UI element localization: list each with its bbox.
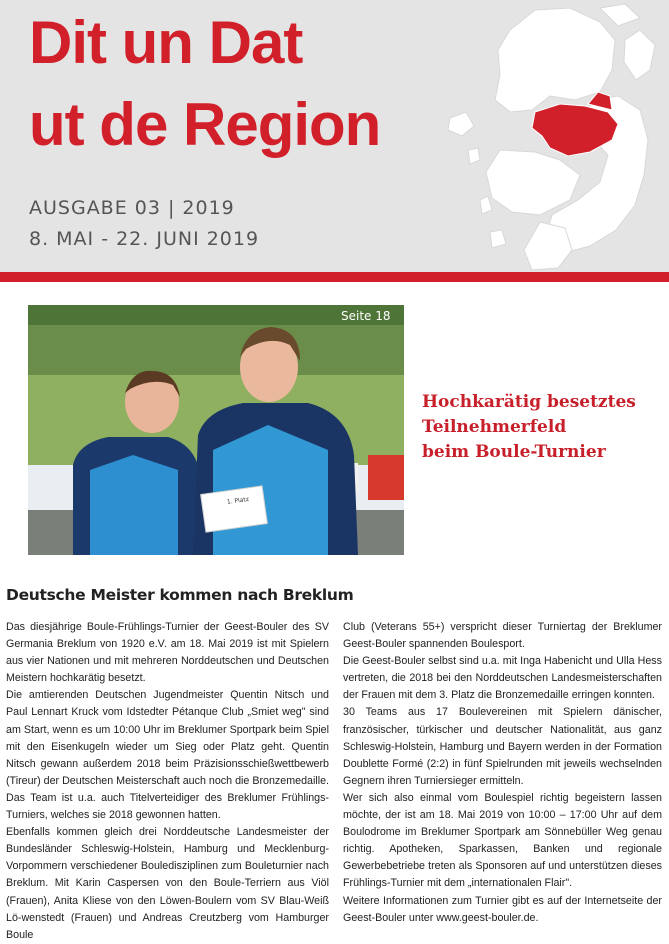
teaser-line-3: beim Boule-Turnier xyxy=(422,442,606,462)
paragraph: Club (Veterans 55+) verspricht dieser Turniertag der Breklumer Geest-Bouler spannenden Boulesport. xyxy=(343,621,662,651)
masthead-title-line1: Dit un Dat xyxy=(29,9,303,76)
article-photo xyxy=(28,305,404,555)
region-map-icon xyxy=(440,0,669,272)
issue-dates: 8. MAI - 22. JUNI 2019 xyxy=(29,228,260,250)
header-divider xyxy=(0,272,669,282)
article-column-1 xyxy=(6,619,329,944)
masthead xyxy=(0,0,669,272)
paragraph: Wer sich also einmal vom Boulespiel richtig begeistern lassen möchte, der ist am 18. Mai 2019 von 10:00 – 17:00 Uhr auf dem Boulodrome im Breklumer Sportpark am Sönnebüller Weg genau richtig. Apotheken, Sparkassen, Banken und regionale Gewerbebetriebe treten als Sponsoren auf und unterstützen dieses Frühlings-Turnier mit dem „internationalen Flair". xyxy=(343,791,662,890)
article-title: Deutsche Meister kommen nach Breklum xyxy=(6,586,354,604)
teaser-line-1: Hochkarätig besetztes xyxy=(422,392,636,412)
issue-number: AUSGABE 03 | 2019 xyxy=(29,197,235,219)
masthead-title-line2: ut de Region xyxy=(29,91,381,158)
paragraph: Die Geest-Bouler selbst sind u.a. mit Inga Habenicht und Ulla Hess vertreten, die 2018 bei den Norddeutschen Landesmeisterschaften der Frauen mit dem 3. Platz die Bronzemedaille erringen konnten. xyxy=(343,655,662,702)
page-reference: Seite 18 xyxy=(341,309,391,323)
paragraph: Die amtierenden Deutschen Jugendmeister Quentin Nitsch und Paul Lennart Kruck vom Idstedter Pétanque Club „Smiet weg" sind am Start, wenn es um 10:00 Uhr im Breklumer Sportpark beim Spiel mit den Eisenkugeln wieder um Sieg oder Platz geht. Quentin Nitsch gewann außerdem 2018 beim Präzisionsschießwettbewerb (Tireur) der Deutschen Meisterschaft auch noch die Bronzemedaille. Das Team ist u.a. auch Titelverteidiger des Breklumer Frühlings-Turniers, welches sie 2018 gewonnen hatten. xyxy=(6,689,329,822)
photo-illustration xyxy=(28,305,404,555)
teaser-headline xyxy=(422,390,636,465)
teaser-line-2: Teilnehmerfeld xyxy=(422,417,567,437)
article-column-2 xyxy=(343,619,662,927)
award-card-text: 1. Platz xyxy=(226,495,250,506)
paragraph: Ebenfalls kommen gleich drei Norddeutsche Landesmeister der Bundesländer Schleswig-Holstein, Hamburg und Mecklenburg-Vorpommern verschiedener Bouledisziplinen zum Bouleturnier nach Breklum. Mit Karin Caspersen von den Boule-Terriern aus Viöl (Frauen), Anita Kliese von den Löwen-Boulern vom SV Blau-Weiß Lö-wenstedt (Frauen) und Andreas Creutzberg vom Hamburger Boule xyxy=(6,826,329,941)
paragraph: Weitere Informationen zum Turnier gibt es auf der Internetseite der Geest-Bouler unter www.geest-bouler.de. xyxy=(343,894,662,924)
paragraph: Das diesjährige Boule-Frühlings-Turnier der Geest-Bouler des SV Germania Breklum von 1920 e.V. am 18. Mai 2019 ist mit Spielern aus vier Nationen und mit mehreren Norddeutschen und Deutschen Meistern hochkarätig besetzt. xyxy=(6,621,329,685)
paragraph: 30 Teams aus 17 Boulevereinen mit Spielern dänischer, französischer, türkischer und deutscher Nationalität, aus ganz Schleswig-Holstein, Hamburg und Bayern werden in der Formation Doublette Formé (2:2) in fünf Spielrunden mit jeweils wechselnden Gegnern ihren Turniersieger ermitteln. xyxy=(343,706,662,787)
